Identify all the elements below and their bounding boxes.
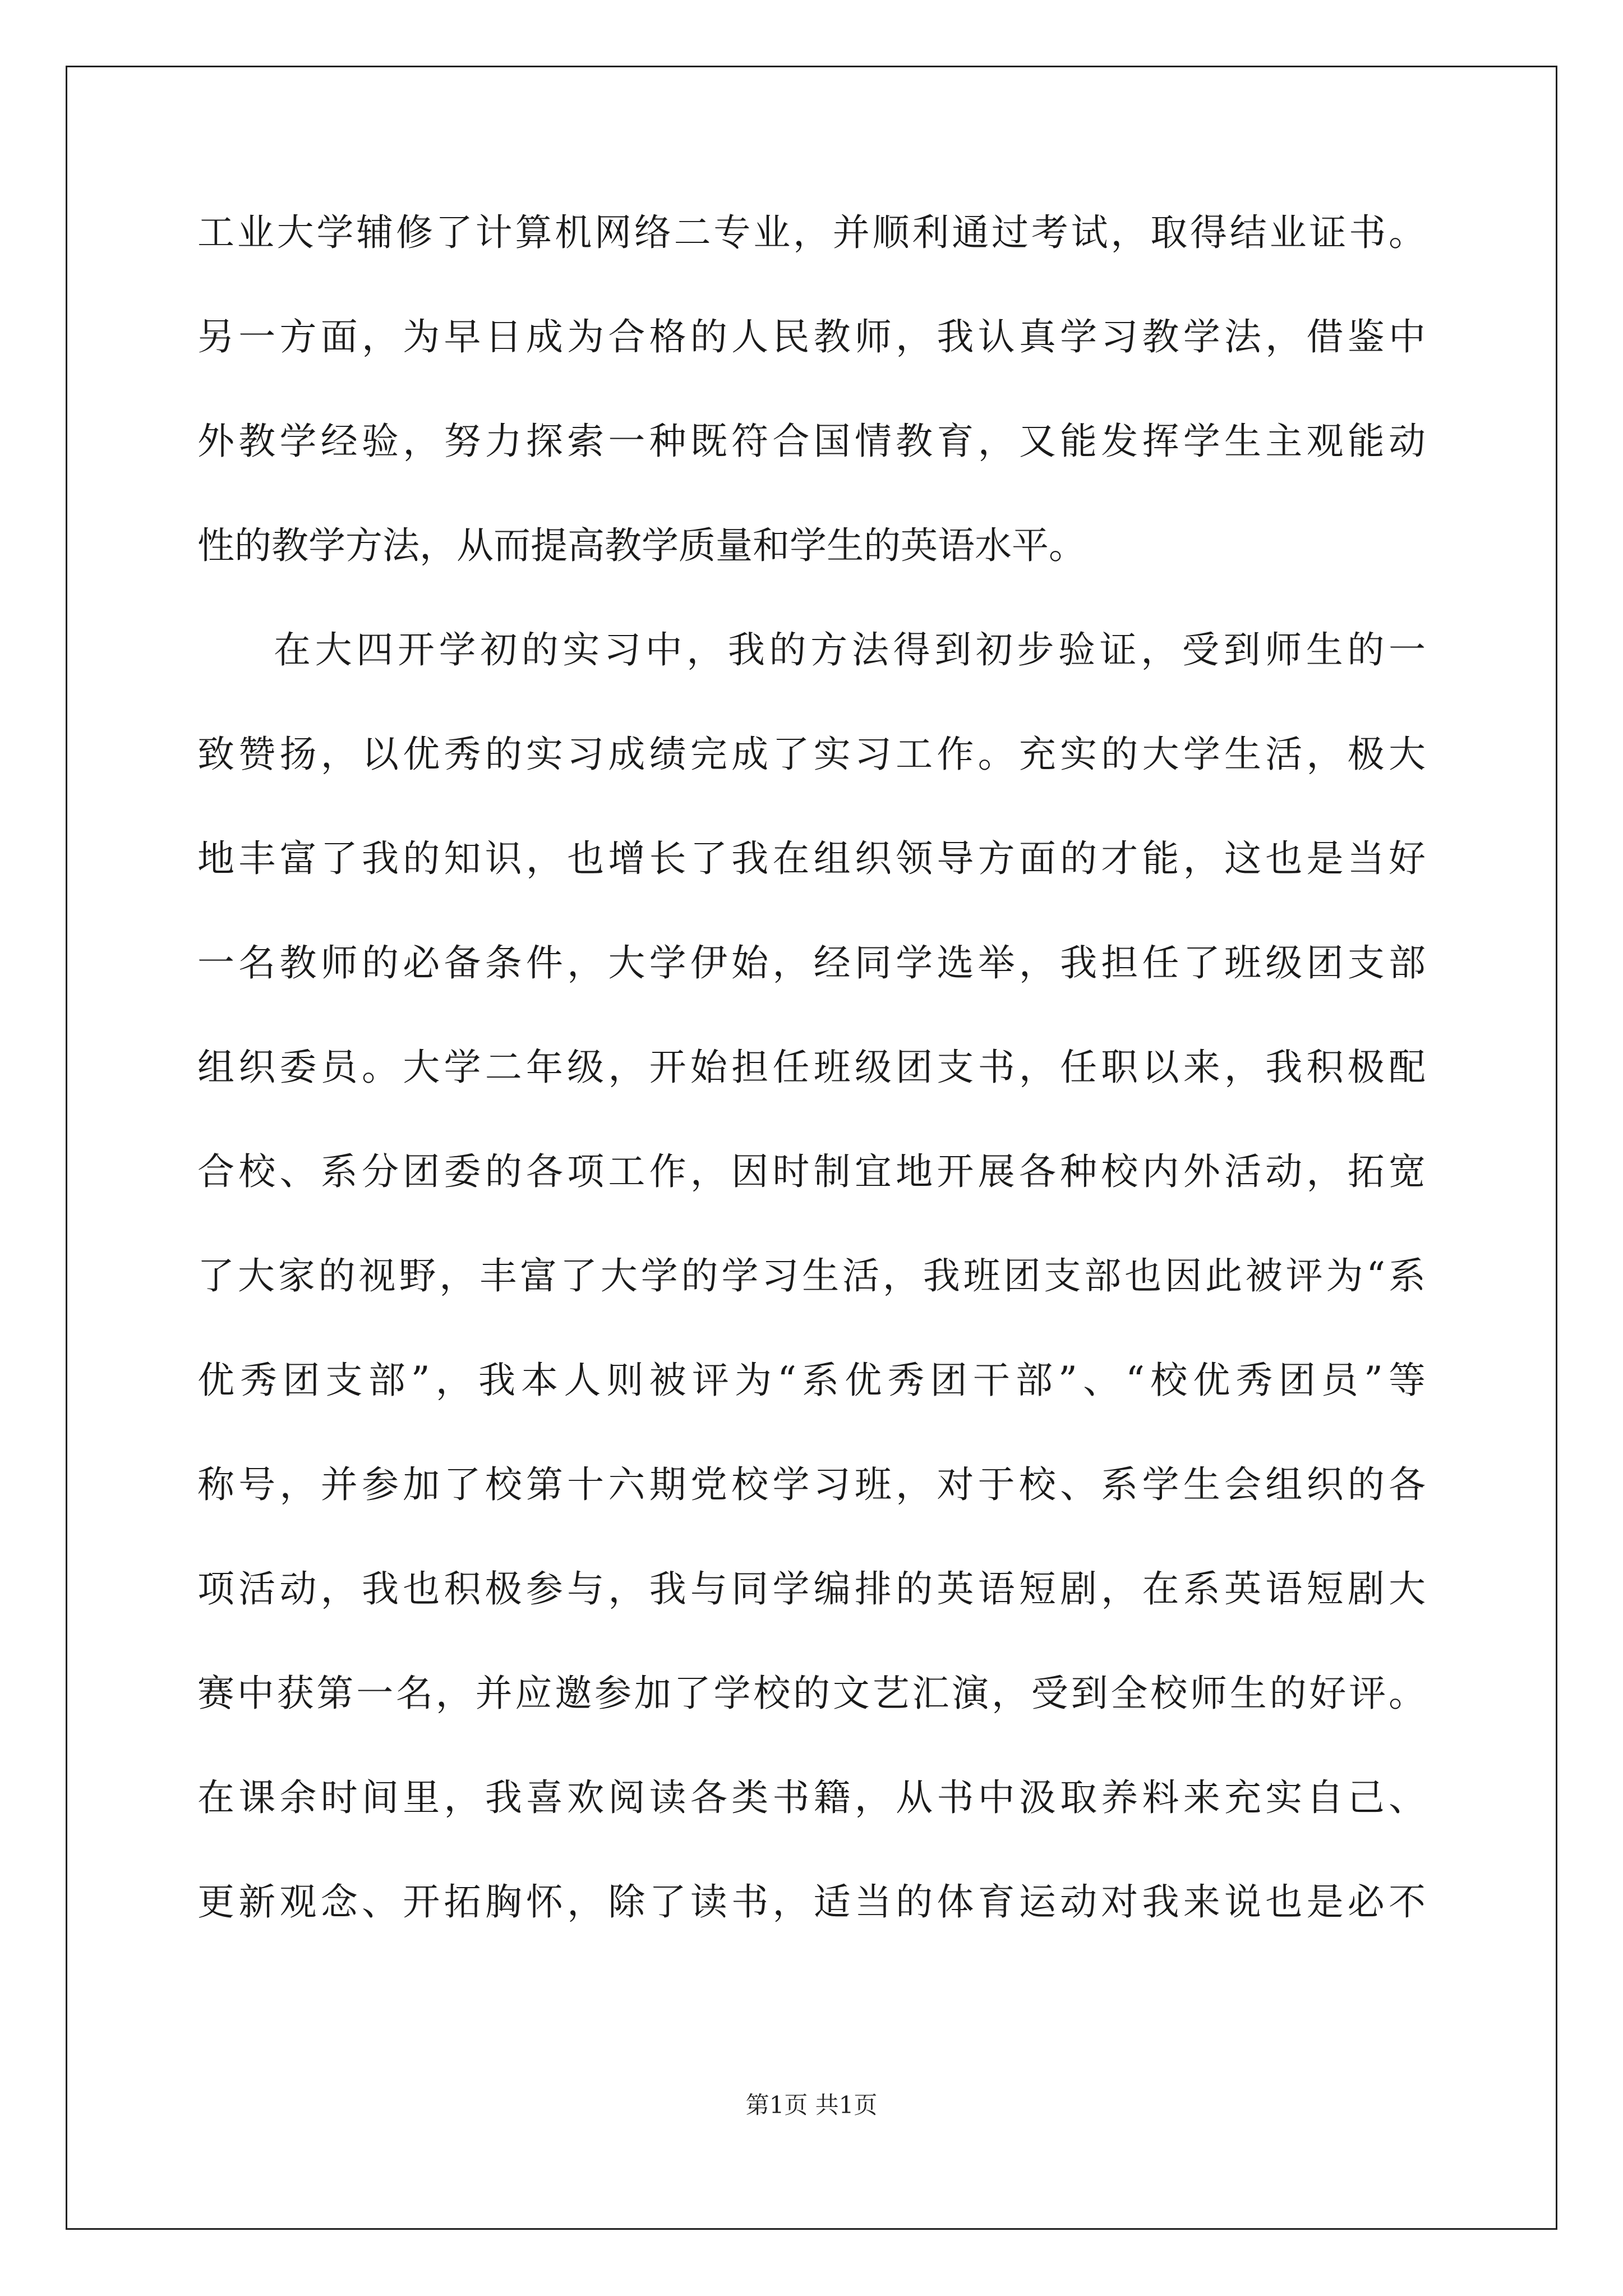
text-line: 致赞扬，以优秀的实习成绩完成了实习工作。充实的大学生活，极大 [197, 733, 1426, 776]
text-line: 项活动，我也积极参与，我与同学编排的英语短剧，在系英语短剧大 [197, 1567, 1426, 1611]
text-line: 在大四开学初的实习中，我的方法得到初步验证，受到师生的一 [274, 628, 1426, 671]
text-line: 更新观念、开拓胸怀，除了读书，适当的体育运动对我来说也是必不 [197, 1880, 1426, 1924]
document-body [197, 202, 1426, 1976]
text-line: 优秀团支部”，我本人则被评为“系优秀团干部”、“校优秀团员”等 [197, 1359, 1426, 1402]
text-line: 一名教师的必备条件，大学伊始，经同学选举，我担任了班级团支部 [197, 941, 1426, 984]
text-line: 工业大学辅修了计算机网络二专业，并顺利通过考试，取得结业证书。 [197, 211, 1426, 254]
text-line: 在课余时间里，我喜欢阅读各类书籍，从书中汲取养料来充实自己、 [197, 1776, 1426, 1819]
text-line: 称号，并参加了校第十六期党校学习班，对于校、系学生会组织的各 [197, 1463, 1426, 1506]
text-line: 了大家的视野，丰富了大学的学习生活，我班团支部也因此被评为“系 [197, 1254, 1426, 1297]
text-line: 性的教学方法，从而提高教学质量和学生的英语水平。 [197, 524, 1086, 567]
text-line: 外教学经验，努力探索一种既符合国情教育，又能发挥学生主观能动 [197, 420, 1426, 463]
text-line: 组织委员。大学二年级，开始担任班级团支书，任职以来，我积极配 [197, 1046, 1426, 1089]
text-line: 另一方面，为早日成为合格的人民教师，我认真学习教学法，借鉴中 [197, 315, 1426, 358]
text-line: 地丰富了我的知识，也增长了我在组织领导方面的才能，这也是当好 [197, 837, 1426, 880]
page-footer: 第1页 共1页 [745, 2091, 878, 2119]
text-line: 合校、系分团委的各项工作，因时制宜地开展各种校内外活动，拓宽 [197, 1150, 1426, 1193]
text-line: 赛中获第一名，并应邀参加了学校的文艺汇演，受到全校师生的好评。 [197, 1672, 1426, 1715]
